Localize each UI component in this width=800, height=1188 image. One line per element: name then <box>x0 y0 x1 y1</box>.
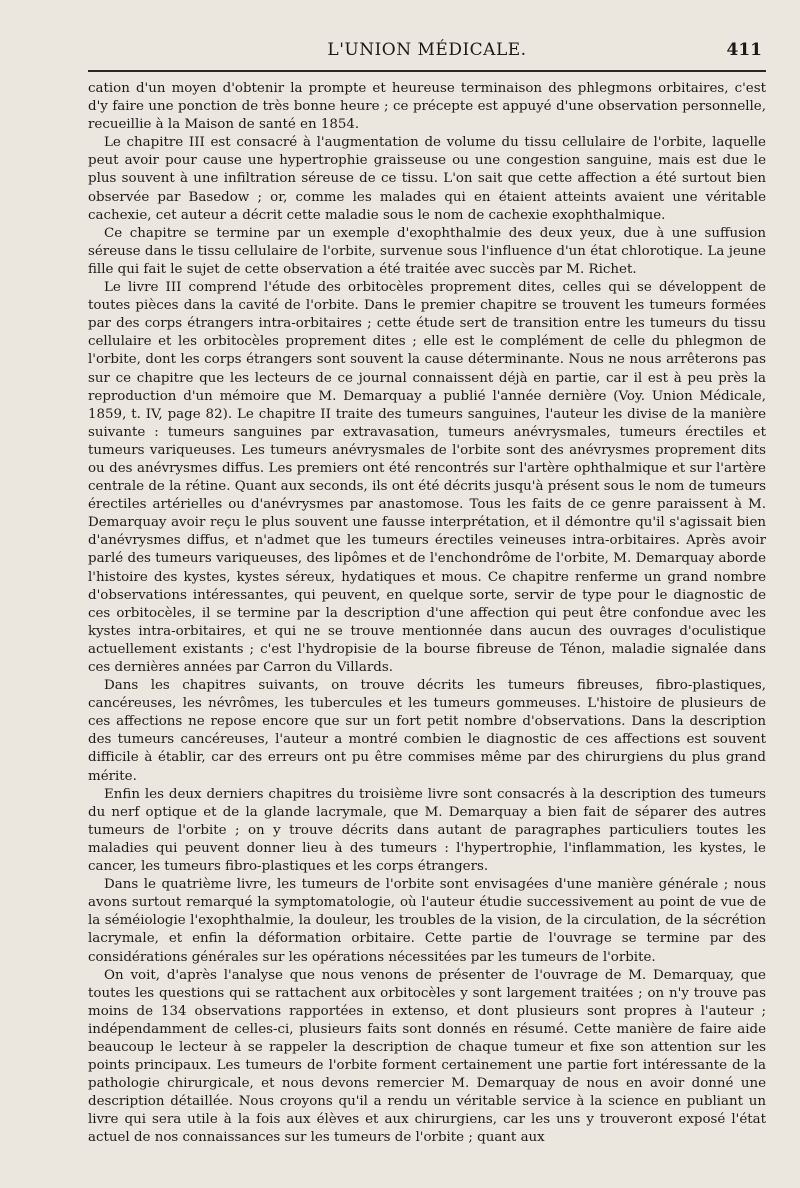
paragraph: Dans le quatrième livre, les tumeurs de l'orbite sont envisagées d'une manière générale ; nous avons surtout remarqué la symptomatologie, où l'auteur étudie successivement au point de vue de la séméiologie l'exophthalmie, la douleur, les troubles de la vision, de la circulation, de la sécrétion lacrymale, et enfin la déformation orbitaire. Cette partie de l'ouvrage se termine par des considérations générales sur les opérations nécessitées par les tumeurs de l'orbite. <box>88 877 766 965</box>
running-title: L'UNION MÉDICALE. <box>327 40 527 60</box>
article-body <box>88 80 766 1148</box>
paragraph: On voit, d'après l'analyse que nous venons de présenter de l'ouvrage de M. Demarquay, que toutes les questions qui se rattachent aux orbitocèles y sont largement traitées ; on n'y trouve pas moins de 134 observations rapportées in extenso, et dont plusieurs sont propres à l'auteur ; indépendamment de celles-ci, plusieurs faits sont donnés en résumé. Cette manière de faire aide beaucoup le lecteur à se rappeler la description de chaque tumeur et fixe son attention sur les points principaux. Les tumeurs de l'orbite forment certainement une partie fort intéressante de la pathologie chirurgicale, et nous devons remercier M. Demarquay de nous en avoir donné une description détaillée. Nous croyons qu'il a rendu un véritable service à la science en publiant un livre qui sera utile à la fois aux élèves et aux chirurgiens, car les uns y trouveront exposé l'état actuel de nos connaissances sur les tumeurs de l'orbite ; quant aux <box>88 967 766 1146</box>
paragraph: Le livre III comprend l'étude des orbitocèles proprement dites, celles qui se développent de toutes pièces dans la cavité de l'orbite. Dans le premier chapitre se trouvent les tumeurs formées par des corps étrangers intra-orbitaires ; cette étude sert de transition entre les tumeurs du tissu cellulaire et les orbitocèles proprement dites ; elle est le complément de celle du phlegmon de l'orbite, dont les corps étrangers sont souvent la cause déterminante. Nous ne nous arrêterons pas sur ce chapitre que les lecteurs de ce journal connaissent déjà en partie, car il est à peu près la reproduction d'un mémoire que M. Demarquay a publié l'année dernière (Voy. Union Médicale, 1859, t. IV, page 82). Le chapitre II traite des tumeurs sanguines, l'auteur les divise de la manière suivante : tumeurs sanguines par extravasation, tumeurs anévrysmales, tumeurs érectiles et tumeurs variqueuses. Les tumeurs anévrysmales de l'orbite sont des anévrysmes proprement dits ou des anévrysmes diffus. Les premiers ont été rencontrés sur l'artère ophthalmique et sur l'artère centrale de la rétine. Quant aux seconds, ils ont été décrits jusqu'à présent sous le nom de tumeurs érectiles artérielles ou d'anévrysmes par anastomose. Tous les faits de ce genre paraissent à M. Demarquay avoir reçu le plus souvent une fausse interprétation, et il démontre qu'il s'agissait bien d'anévrysmes diffus, et n'admet que les tumeurs érectiles veineuses intra-orbitaires. Après avoir parlé des tumeurs variqueuses, des lipômes et de l'enchondrôme de l'orbite, M. Demarquay aborde l'histoire des kystes, kystes séreux, hydatiques et mous. Ce chapitre renferme un grand nombre d'observations intéressantes, qui peuvent, en quelque sorte, servir de type pour le diagnostic de ces orbitocèles, il se termine par la description d'une affection qui peut être confondue avec les kystes intra-orbitaires, et qui ne se trouve mentionnée dans aucun des ouvrages d'oculistique actuellement existants ; c'est l'hydropisie de la bourse fibreuse de Ténon, maladie signalée dans ces dernières années par Carron du Villards. <box>88 280 766 675</box>
page-number: 411 <box>726 40 762 60</box>
paragraph: Enfin les deux derniers chapitres du troisième livre sont consacrés à la description des tumeurs du nerf optique et de la glande lacrymale, que M. Demarquay a bien fait de séparer des autres tumeurs de l'orbite ; on y trouve décrits dans autant de paragraphes particuliers toutes les maladies qui peuvent donner lieu à des tumeurs : l'hypertrophie, l'inflammation, les kystes, le cancer, les tumeurs fibro-plastiques et les corps étrangers. <box>88 786 766 875</box>
page-header <box>88 36 766 66</box>
paragraph: Dans les chapitres suivants, on trouve décrits les tumeurs fibreuses, fibro-plastiques, cancéreuses, les névrômes, les tubercules et les tumeurs gommeuses. L'histoire de plusieurs de ces affections ne repose encore que sur un fort petit nombre d'observations. Dans la description des tumeurs cancéreuses, l'auteur a montré combien le diagnostic de ces affections est souvent difficile à établir, car des erreurs ont pu être commises même par des chirurgiens du plus grand mérite. <box>88 678 766 784</box>
header-rule <box>88 70 766 72</box>
paragraph: Ce chapitre se termine par un exemple d'exophthalmie des deux yeux, due à une suffusion séreuse dans le tissu cellulaire de l'orbite, survenue sous l'influence d'un état chlorotique. La jeune fille qui fait le sujet de cette observation a été traitée avec succès par M. Richet. <box>88 225 766 277</box>
paragraph: cation d'un moyen d'obtenir la prompte et heureuse terminaison des phlegmons orbitaires, c'est d'y faire une ponction de très bonne heure ; ce précepte est appuyé d'une observation personnelle, recueillie à la Maison de santé en 1854. <box>88 81 766 133</box>
paragraph: Le chapitre III est consacré à l'augmentation de volume du tissu cellulaire de l'orbite, laquelle peut avoir pour cause une hypertrophie graisseuse ou une congestion sanguine, mais est due le plus souvent à une infiltration séreuse de ce tissu. L'on sait que cette affection a été surtout bien observée par Basedow ; or, comme les malades qui en étaient atteints avaient une véritable cachexie, cet auteur a décrit cette maladie sous le nom de cachexie exophthalmique. <box>88 135 766 223</box>
